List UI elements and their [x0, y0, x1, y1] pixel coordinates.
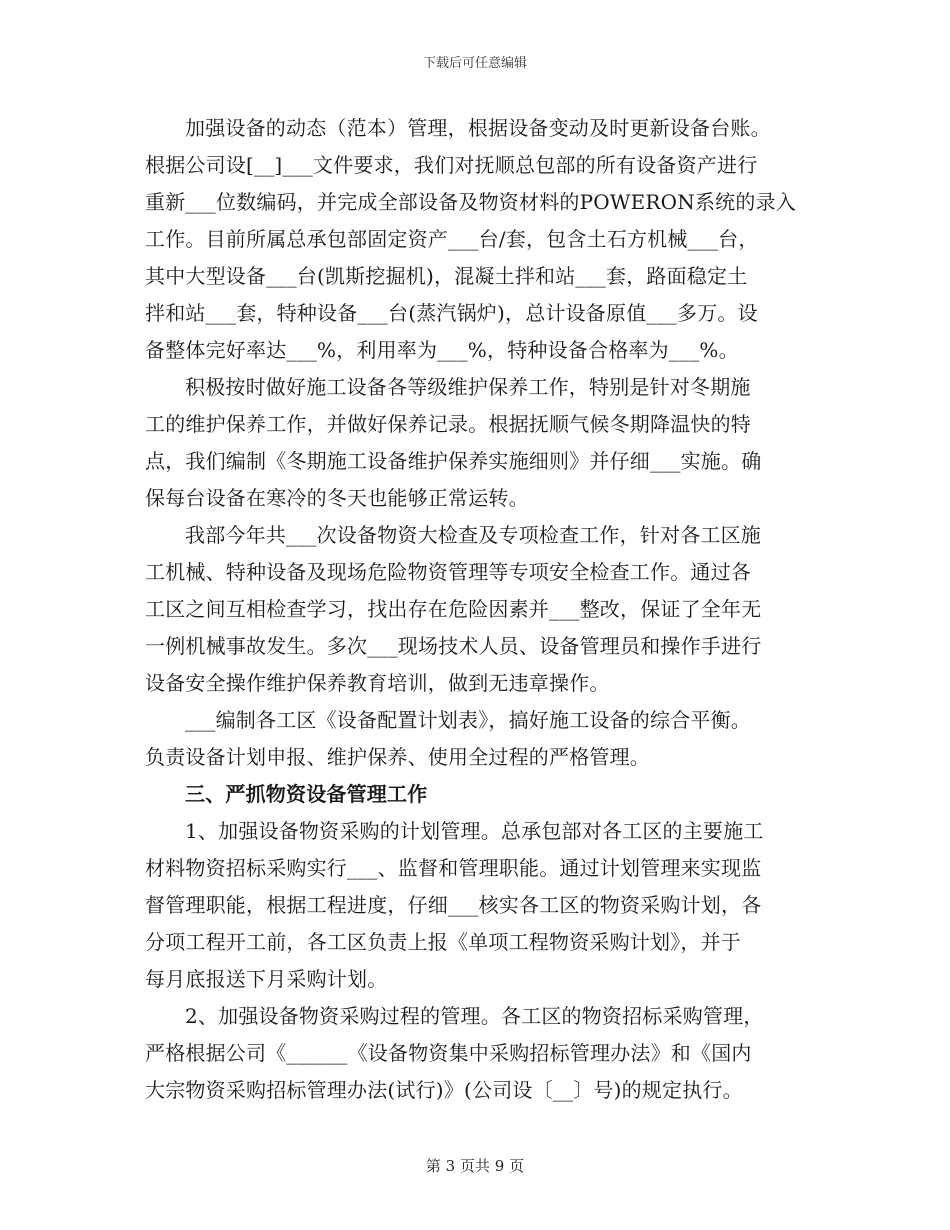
text-line: 分项工程开工前，各工区负责上报《单项工程物资采购计划》，并于	[145, 930, 741, 954]
text-line: 备整体完好率达___%，利用率为___%，特种设备合格率为___%。	[145, 338, 739, 362]
page-number: 第 3 页共 9 页	[425, 1157, 525, 1175]
text-line: 材料物资招标采购实行___、监督和管理职能。通过计划管理来实现监	[145, 856, 762, 880]
section-heading: 三、严抓物资设备管理工作	[185, 782, 428, 806]
paragraph-maintenance	[145, 369, 805, 517]
text-line: 拌和站___套，特种设备___台(蒸汽锅炉)，总计设备原值___多万。设	[145, 301, 758, 325]
text-line: 工区之间互相检查学习，找出存在危险因素并___整改，保证了全年无	[145, 597, 762, 621]
text-line: 1、加强设备物资采购的计划管理。总承包部对各工区的主要施工	[185, 819, 764, 843]
paragraph-procurement-plan	[145, 813, 805, 998]
text-line: 2、加强设备物资采购过程的管理。各工区的物资招标采购管理，	[185, 1004, 764, 1028]
paragraph-procurement-process	[145, 998, 805, 1109]
text-line: 设备安全操作维护保养教育培训，做到无违章操作。	[145, 671, 610, 695]
paragraph-equipment-management	[145, 110, 805, 369]
text-line: 重新___位数编码，并完成全部设备及物资材料的POWERON系统的录入	[145, 190, 796, 214]
text-line: 其中大型设备___台(凯斯挖掘机)，混凝土拌和站___套，路面稳定土	[145, 264, 748, 288]
text-line: 加强设备的动态（范本）管理，根据设备变动及时更新设备台账。	[185, 116, 771, 140]
text-line: 积极按时做好施工设备各等级维护保养工作，特别是针对冬期施	[185, 375, 751, 399]
text-line: 保每台设备在寒冷的冬天也能够正常运转。	[145, 486, 529, 510]
text-line: 工的维护保养工作，并做好保养记录。根据抚顺气候冬期降温快的特	[145, 412, 751, 436]
text-line: 负责设备计划申报、维护保养、使用全过程的严格管理。	[145, 745, 650, 769]
text-line: 点，我们编制《冬期施工设备维护保养实施细则》并仔细___实施。确	[145, 449, 762, 473]
text-line: 督管理职能，根据工程进度，仔细___核实各工区的物资采购计划，各	[145, 893, 762, 917]
text-line: 我部今年共___次设备物资大检查及专项检查工作，针对各工区施	[185, 523, 761, 547]
text-line: 工机械、特种设备及现场危险物资管理等专项安全检查工作。通过各	[145, 560, 751, 584]
text-line: 严格根据公司《______《设备物资集中采购招标管理办法》和《国内	[145, 1041, 752, 1065]
text-line: 工作。目前所属总承包部固定资产___台/套，包含土石方机械___台，	[145, 227, 759, 251]
text-line: 大宗物资采购招标管理办法(试行)》(公司设〔__〕号)的规定执行。	[145, 1078, 743, 1102]
text-line: 一例机械事故发生。多次___现场技术人员、设备管理员和操作手进行	[145, 634, 762, 658]
text-line: 每月底报送下月采购计划。	[145, 967, 388, 991]
paragraph-inspection	[145, 517, 805, 702]
text-line: 根据公司设[__]___文件要求，我们对抚顺总包部的所有设备资产进行	[145, 153, 758, 177]
page-header: 下载后可任意编辑	[422, 56, 527, 71]
document-body	[145, 110, 805, 1109]
paragraph-configuration-plan	[145, 702, 805, 776]
text-line: ___编制各工区《设备配置计划表》，搞好施工设备的综合平衡。	[185, 708, 751, 732]
